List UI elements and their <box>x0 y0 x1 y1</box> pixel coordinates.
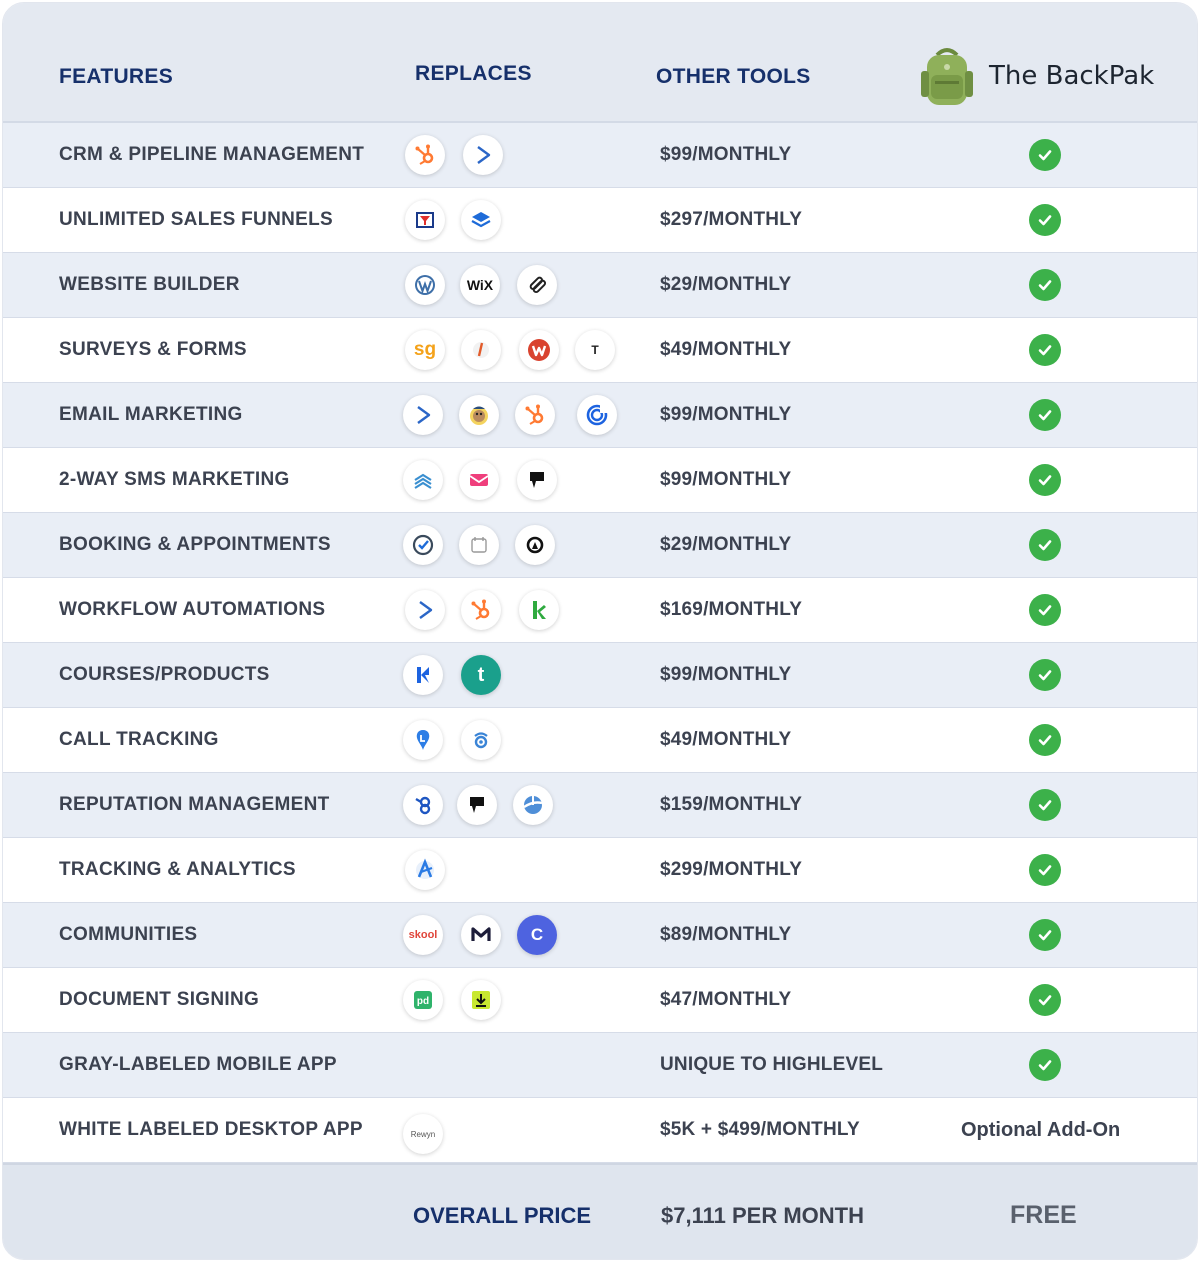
check-icon <box>1029 789 1061 821</box>
keap-icon <box>519 590 559 630</box>
table-header <box>3 3 1197 123</box>
hubspot-icon <box>461 590 501 630</box>
table-row <box>3 578 1197 643</box>
podium-icon <box>457 785 497 825</box>
feature-label: UNLIMITED SALES FUNNELS <box>59 209 333 230</box>
check-icon <box>1029 984 1061 1016</box>
hubspot-icon <box>405 135 445 175</box>
feature-label: GRAY-LABELED MOBILE APP <box>59 1054 337 1075</box>
typeform-icon: T <box>575 330 615 370</box>
skool-icon: skool <box>403 915 443 955</box>
table-row <box>3 1033 1197 1098</box>
activecampaign-icon <box>405 590 445 630</box>
table-row <box>3 383 1197 448</box>
other-tools-price: $5K + $499/MONTHLY <box>660 1119 860 1140</box>
table-row <box>3 123 1197 188</box>
mighty-icon <box>461 915 501 955</box>
calendly-icon <box>459 525 499 565</box>
comparison-table <box>2 2 1198 1260</box>
backpak-total: FREE <box>1010 1201 1077 1229</box>
callrail-icon <box>403 720 443 760</box>
replaces-column-header: REPLACES <box>415 62 532 85</box>
table-row <box>3 968 1197 1033</box>
feature-label: WEBSITE BUILDER <box>59 274 240 295</box>
other-tools-price: $49/MONTHLY <box>660 339 792 360</box>
other-tools-price: $49/MONTHLY <box>660 729 792 750</box>
rewyn-icon: Rewyn <box>403 1114 443 1154</box>
check-icon <box>1029 464 1061 496</box>
leadpages-icon <box>461 200 501 240</box>
activecampaign-icon <box>463 135 503 175</box>
check-icon <box>1029 399 1061 431</box>
check-icon <box>1029 919 1061 951</box>
pandadoc-icon <box>403 980 443 1020</box>
svg-text:pd: pd <box>416 996 430 1007</box>
check-icon <box>1029 529 1061 561</box>
acuity-icon <box>403 525 443 565</box>
smsinboxes-icon <box>403 460 443 500</box>
feature-label: CALL TRACKING <box>59 729 219 750</box>
feature-label: BOOKING & APPOINTMENTS <box>59 534 331 555</box>
birdeye-icon <box>403 785 443 825</box>
table-row <box>3 643 1197 708</box>
activecampaign-icon <box>403 395 443 435</box>
squarespace-icon <box>517 265 557 305</box>
check-icon <box>1029 1049 1061 1081</box>
download-icon <box>461 980 501 1020</box>
feature-label: TRACKING & ANALYTICS <box>59 859 296 880</box>
other-tools-price: $89/MONTHLY <box>660 924 792 945</box>
teachable-icon: t <box>461 655 501 695</box>
table-row <box>3 773 1197 838</box>
feature-label: CRM & PIPELINE MANAGEMENT <box>59 144 365 165</box>
backpak-addon-label: Optional Add-On <box>961 1118 1121 1141</box>
other-tools-price: $99/MONTHLY <box>660 144 792 165</box>
feature-label: EMAIL MARKETING <box>59 404 243 425</box>
callfire-icon <box>461 720 501 760</box>
backpack-icon <box>921 47 973 107</box>
appointy-icon <box>515 525 555 565</box>
constantcontact-icon <box>577 395 617 435</box>
other-tools-price: $99/MONTHLY <box>660 404 792 425</box>
table-row <box>3 838 1197 903</box>
check-icon <box>1029 269 1061 301</box>
table-row <box>3 318 1197 383</box>
check-icon <box>1029 659 1061 691</box>
wufoo-icon <box>519 330 559 370</box>
check-icon <box>1029 594 1061 626</box>
check-icon <box>1029 204 1061 236</box>
wordpress-icon <box>405 265 445 305</box>
other-tools-price: $29/MONTHLY <box>660 534 792 555</box>
clickfunnels-icon <box>405 200 445 240</box>
feature-label: WHITE LABELED DESKTOP APP <box>59 1119 363 1140</box>
other-tools-price: $99/MONTHLY <box>660 664 792 685</box>
other-tools-price: $47/MONTHLY <box>660 989 792 1010</box>
other-tools-total: $7,111 PER MONTH <box>661 1203 864 1228</box>
check-icon <box>1029 139 1061 171</box>
other-tools-price: UNIQUE TO HIGHLEVEL <box>660 1054 884 1075</box>
table-row <box>3 1098 1197 1163</box>
overall-price-label: OVERALL PRICE <box>413 1203 592 1228</box>
mail-envelope-icon <box>459 460 499 500</box>
surveygizmo-icon: sg <box>405 330 445 370</box>
other-tools-price: $159/MONTHLY <box>660 794 803 815</box>
other-tools-price: $297/MONTHLY <box>660 209 803 230</box>
mailchimp-icon <box>459 395 499 435</box>
table-row <box>3 513 1197 578</box>
brand-header <box>921 47 1181 107</box>
table-row <box>3 448 1197 513</box>
brand-name: The BackPak <box>989 61 1155 91</box>
feature-label: SURVEYS & FORMS <box>59 339 247 360</box>
table-row <box>3 708 1197 773</box>
typeform-pen-icon <box>461 330 501 370</box>
other-tools-price: $299/MONTHLY <box>660 859 803 880</box>
feature-label: DOCUMENT SIGNING <box>59 989 260 1010</box>
analytics-icon <box>405 850 445 890</box>
podium-icon <box>517 460 557 500</box>
table-footer <box>3 1163 1197 1260</box>
check-icon <box>1029 854 1061 886</box>
check-icon <box>1029 724 1061 756</box>
wix-icon: WiX <box>460 265 500 305</box>
reputation-icon <box>513 785 553 825</box>
other-tools-price: $99/MONTHLY <box>660 469 792 490</box>
circle-icon: C <box>517 915 557 955</box>
feature-label: COURSES/PRODUCTS <box>59 664 270 685</box>
feature-label: 2-WAY SMS MARKETING <box>59 469 290 490</box>
feature-label: COMMUNITIES <box>59 924 198 945</box>
kajabi-icon <box>403 655 443 695</box>
other-tools-price: $29/MONTHLY <box>660 274 792 295</box>
table-row <box>3 253 1197 318</box>
other-tools-column-header: OTHER TOOLS <box>656 65 811 88</box>
check-icon <box>1029 334 1061 366</box>
other-tools-price: $169/MONTHLY <box>660 599 803 620</box>
table-row <box>3 903 1197 968</box>
hubspot-icon <box>515 395 555 435</box>
feature-label: WORKFLOW AUTOMATIONS <box>59 599 326 620</box>
table-row <box>3 188 1197 253</box>
feature-label: REPUTATION MANAGEMENT <box>59 794 330 815</box>
features-column-header: FEATURES <box>59 65 174 88</box>
